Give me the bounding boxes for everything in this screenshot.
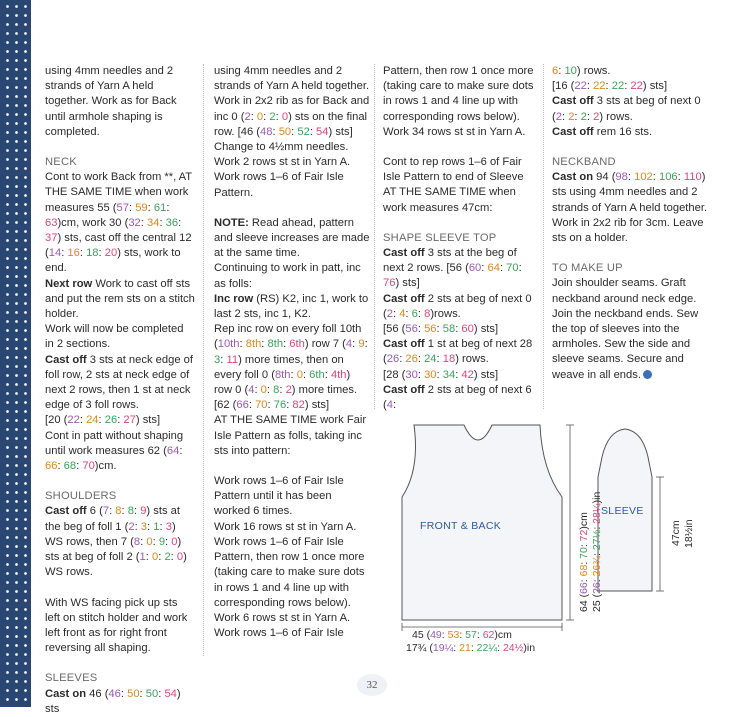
- continue-inc-text: Continuing to work in patt, inc as folls:: [214, 262, 361, 290]
- end-mark-icon: [643, 370, 652, 379]
- shape-step-6-cont: 6: 10) rows.: [552, 65, 611, 77]
- column-1: [45, 64, 195, 717]
- to-make-up-heading: TO MAKE UP: [552, 262, 623, 275]
- column-3: [383, 64, 539, 413]
- spine-binding: [0, 0, 31, 707]
- sleeve-length-in-label: 18½in: [683, 519, 695, 548]
- pattern-continue-text: Pattern, then row 1 once more (taking care to make sure dots in rows 1 and 4 line up with corresponding rows below). Work 34 rows st st in Yarn A.: [383, 65, 534, 138]
- shoulders-heading: SHOULDERS: [45, 490, 117, 503]
- length-in-label: 25 (26: 26¾: 27½: 28¼)in: [591, 491, 603, 612]
- cast-on-instruction: Cast on 46 (46: 50: 50: 54) sts: [45, 687, 181, 715]
- note-paragraph: NOTE: Read ahead, pattern and sleeve increases are made at the same time.: [214, 216, 370, 260]
- work-rows-2: Work 16 rows st st in Yarn A.: [214, 520, 357, 533]
- column-divider: [543, 64, 544, 409]
- same-time-paragraph: AT THE SAME TIME work Fair Isle Pattern as folls, taking inc sts into pattern:: [214, 414, 367, 457]
- shape-step-7: Cast off 3 sts at beg of next 0 (2: 2: 2: 2) rows.: [552, 95, 701, 123]
- neckband-heading: NECKBAND: [552, 156, 616, 169]
- column-2: [214, 64, 370, 641]
- stitch-count-62: [62 (66: 70: 76: 82) sts]: [214, 399, 330, 412]
- width-cm-label: 45 (49: 53: 57: 62)cm: [412, 629, 512, 641]
- shape-step-2: Cast off 2 sts at beg of next 0 (2: 4: 6: 8)rows.: [383, 292, 532, 320]
- column-divider: [203, 64, 204, 656]
- shape-step-3: [56 (56: 56: 58: 60) sts]: [383, 323, 499, 336]
- column-divider: [374, 64, 375, 409]
- st-st-text: Work 2 rows st st in Yarn A.: [214, 156, 351, 169]
- inc-row-instruction: Inc row (RS) K2, inc 1, work to last 2 sts, inc 1, K2.: [214, 292, 369, 321]
- cast-off-instruction: Cast off 3 sts at neck edge of foll row, 2 sts at neck edge of next 2 rows, then 1 st at neck edge of 3 foll rows.: [45, 353, 194, 412]
- width-in-label: 17¾ (19¼: 21: 22¼: 24½)in: [406, 642, 536, 654]
- make-up-paragraph: Join shoulder seams. Graft neckband around neck edge. Join the neckband ends. Sew the top of sleeves into the armholes. Sew the side and sleeve seams. Secure and weave in all ends.: [552, 277, 699, 381]
- neckband-paragraph: Cast on 94 (98: 102: 106: 110) sts using 4mm needles and 2 strands of Yarn A held together. Work in 2x2 rib for 3cm. Leave sts on a holder.: [552, 171, 708, 245]
- shape-step-8: Cast off rem 16 sts.: [552, 125, 653, 138]
- ws-facing-paragraph: With WS facing pick up sts left on stitch holder and work left front as for right front reversing all shaping.: [45, 596, 188, 655]
- length-cm-label: 64 (66: 68: 70: 72)cm: [578, 512, 590, 612]
- repeat-inc-paragraph: Rep inc row on every foll 10th (10th: 8th: 8th: 6th) row 7 (4: 9: 3: 11) more times, then on every foll 0 (8th: 0: 6th: 4th) row 0 (4: 0: 8: 2) more times.: [214, 323, 368, 397]
- fair-isle-text: Work rows 1–6 of Fair Isle Pattern.: [214, 171, 344, 199]
- continue-paragraph: Cont in patt without shaping until work measures 62 (64: 66: 68: 70)cm.: [45, 429, 184, 473]
- front-back-label: FRONT & BACK: [420, 520, 502, 532]
- neck-paragraph: Cont to work Back from **, AT THE SAME TIME when work measures 55 (57: 59: 61: 63)cm, work 30 (32: 34: 36: 37) sts, cast off the central 12 (14: 16: 18: 20) sts, work to end.: [45, 171, 192, 275]
- column-4: [552, 64, 712, 383]
- shape-step-1: Cast off 3 sts at the beg of next 2 rows. [56 (60: 64: 70: 76) sts]: [383, 247, 522, 290]
- work-rows-3: Work rows 1–6 of Fair Isle Pattern, then row 1 once more (taking care to make sure dots in rows 1 and 4 line up with corresponding rows below).: [214, 535, 365, 609]
- shape-step-5: [28 (30: 30: 34: 42) sts]: [383, 368, 499, 381]
- stitch-count: [20 (22: 24: 26: 27) sts]: [45, 414, 161, 427]
- change-needles-text: Change to 4½mm needles.: [214, 141, 349, 154]
- shape-step-4: Cast off 1 st at beg of next 28 (26: 26: 24: 18) rows.: [383, 338, 533, 366]
- sleeves-heading: SLEEVES: [45, 672, 98, 685]
- neck-heading: NECK: [45, 156, 77, 169]
- two-sections-text: Work will now be completed in 2 sections.: [45, 323, 184, 351]
- shape-sleeve-top-heading: SHAPE SLEEVE TOP: [383, 231, 497, 244]
- next-row-instruction: Next row Work to cast off sts and put the rem sts on a stitch holder.: [45, 277, 195, 321]
- shape-step-6: Cast off 2 sts at beg of next 6 (4:: [383, 383, 532, 412]
- page-number: 32: [357, 674, 387, 696]
- intro-text: using 4mm needles and 2 strands of Yarn A held together. Work as for Back until armhole shaping is completed.: [45, 65, 177, 138]
- repeat-rows-text: Cont to rep rows 1–6 of Fair Isle Pattern to end of Sleeve AT THE SAME TIME when work measures 47cm:: [383, 156, 524, 214]
- sleeve-length-cm-label: 47cm: [670, 520, 682, 546]
- shoulders-paragraph: Cast off 6 (7: 8: 8: 9) sts at the beg of foll 1 (2: 3: 1: 3) WS rows, then 7 (8: 0: 9: 0) sts at beg of foll 2 (1: 0: 2: 0) WS rows.: [45, 505, 187, 579]
- stitch-count-16: [16 (22: 22: 22: 22) sts]: [552, 80, 668, 93]
- work-rows-5: Work rows 1–6 of Fair Isle: [214, 627, 344, 640]
- sleeve-label: SLEEVE: [601, 505, 644, 517]
- work-rows-4: Work 6 rows st st in Yarn A.: [214, 611, 351, 624]
- sleeve-needles-text: using 4mm needles and 2 strands of Yarn A held together.: [214, 65, 370, 93]
- rib-paragraph: Work in 2x2 rib as for Back and inc 0 (2: 0: 2: 0) sts on the final row. [46 (48: 50: 52: 54) sts]: [214, 95, 370, 138]
- work-rows-1: Work rows 1–6 of Fair Isle Pattern until it has been worked 6 times.: [214, 475, 344, 518]
